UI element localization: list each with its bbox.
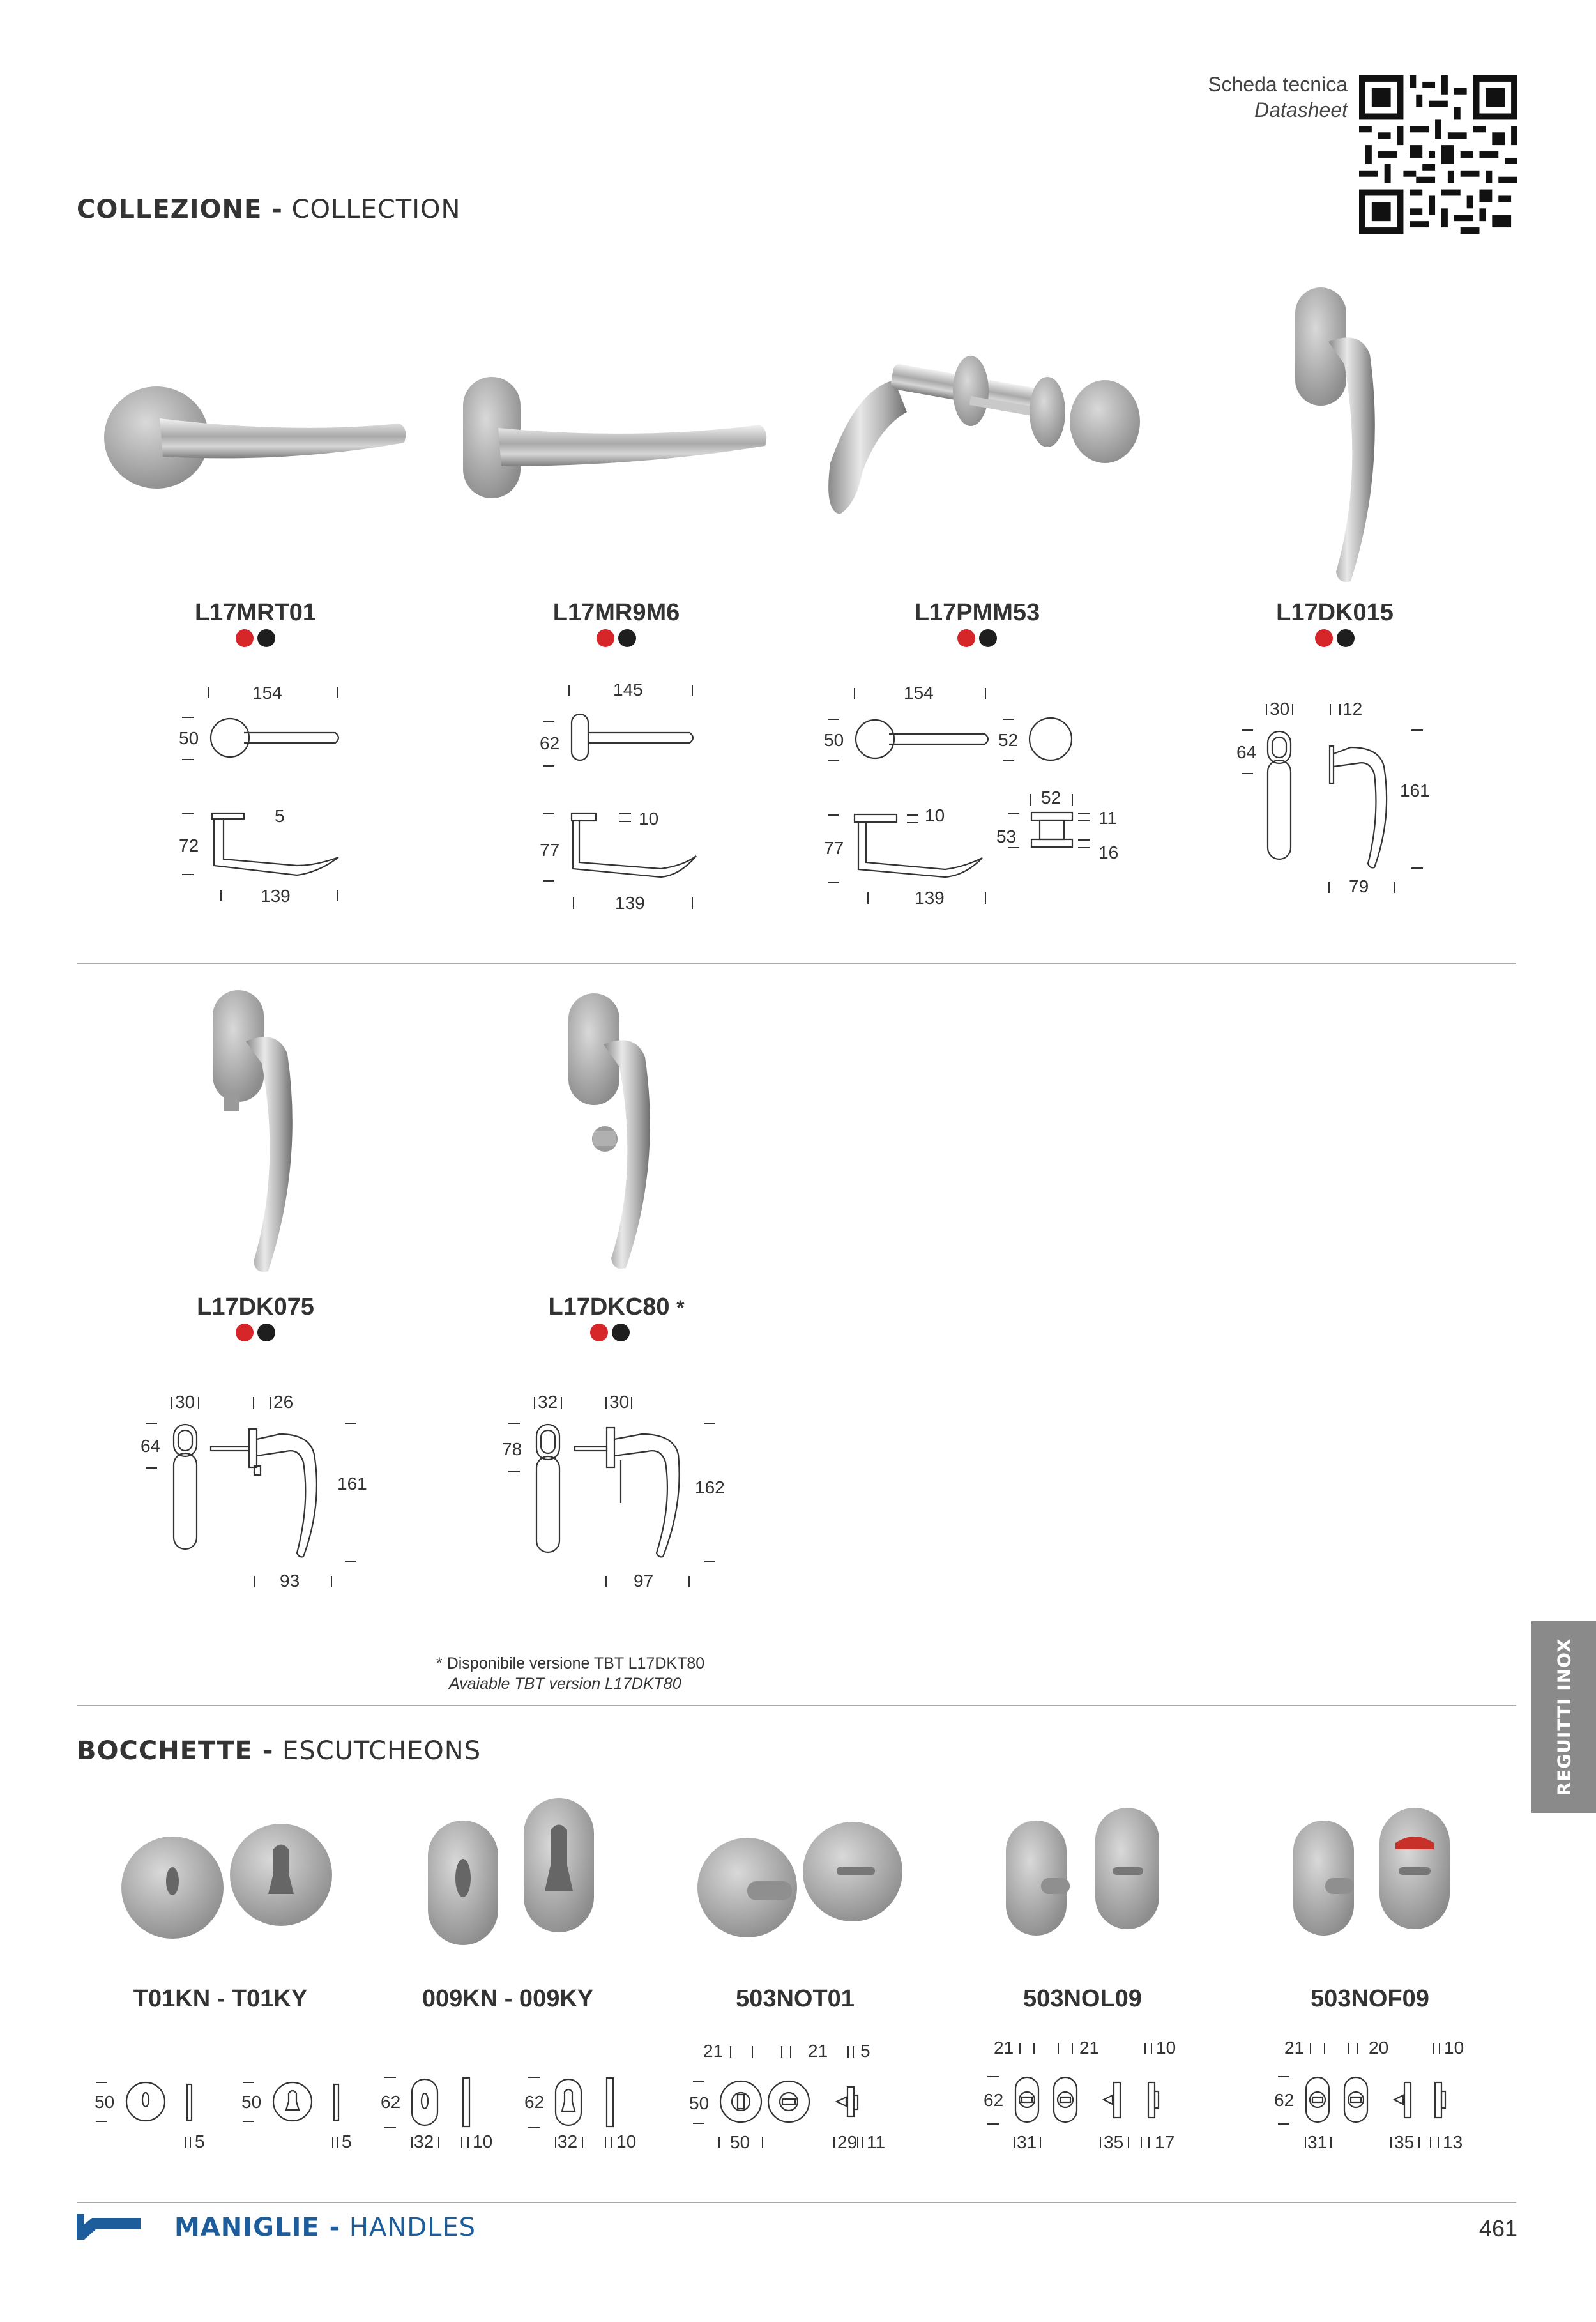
dim-thickness: 26 xyxy=(273,1392,294,1412)
dim-height: 62 xyxy=(1274,2090,1295,2110)
collection-heading xyxy=(77,195,460,224)
escutcheon-image-t01kn-t01ky[interactable] xyxy=(109,1811,338,1939)
color-options-l17mrt01 xyxy=(160,629,351,647)
dim-diameter-bottom: 50 xyxy=(730,2132,750,2152)
dim-width-top: 154 xyxy=(252,683,282,703)
dim-handle-length: 162 xyxy=(695,1478,725,1497)
footer-title-bold: MANIGLIE - xyxy=(174,2213,341,2242)
dim-diameter: 50 xyxy=(689,2093,710,2113)
section-divider xyxy=(77,963,1516,964)
tech-drawing-l17dk075 xyxy=(134,1389,377,1600)
dim-width-bottom: 139 xyxy=(261,886,291,906)
color-red-swatch xyxy=(1315,629,1333,647)
availability-note xyxy=(436,1653,704,1694)
tech-drawing-l17dk015 xyxy=(1233,696,1437,907)
dim-height: 62 xyxy=(381,2092,401,2112)
datasheet-label-en: Datasheet xyxy=(1254,98,1348,121)
dim-thickness: 11 xyxy=(867,2132,886,2152)
collection-heading-bold: COLLEZIONE - xyxy=(77,195,283,224)
dim-depth: 35 xyxy=(1104,2132,1124,2152)
color-options-l17mr9m6 xyxy=(521,629,712,647)
dim-width: 31 xyxy=(1307,2132,1328,2152)
tech-drawing-l17mr9m6 xyxy=(533,677,725,913)
color-black-swatch xyxy=(257,1324,275,1341)
product-code-l17dkc80 xyxy=(521,1294,712,1321)
dim-thickness: 5 xyxy=(275,806,285,826)
escutcheon-code-009kn-009ky: 009KN - 009KY xyxy=(422,1985,594,2012)
datasheet-label xyxy=(1124,72,1348,123)
dim-projection: 79 xyxy=(1349,876,1369,896)
brand-side-tab-label: REGUITTI INOX xyxy=(1553,1638,1574,1796)
tech-drawing-l17mrt01 xyxy=(172,680,364,910)
product-code-l17mrt01: L17MRT01 xyxy=(194,599,317,626)
escutcheon-image-009kn-009ky[interactable] xyxy=(418,1795,610,1948)
dim-depth: 35 xyxy=(1394,2132,1415,2152)
color-options-l17dk075 xyxy=(160,1324,351,1341)
dim-height-side: 77 xyxy=(540,840,560,860)
product-code-l17dk075: L17DK075 xyxy=(197,1294,314,1320)
color-black-swatch xyxy=(1337,629,1355,647)
product-code-l17pmm53: L17PMM53 xyxy=(914,599,1040,626)
drawing-lines xyxy=(134,1389,377,1600)
note-line-it: Disponibile versione TBT L17DKT80 xyxy=(446,1654,705,1672)
product-image-l17dk015[interactable] xyxy=(1284,284,1399,588)
dim-projection: 97 xyxy=(634,1571,654,1591)
dim-width-bottom: 139 xyxy=(615,893,645,913)
dim-thickness: 10 xyxy=(925,806,945,825)
dim-height-side: 77 xyxy=(824,838,844,858)
product-image-l17dk075[interactable] xyxy=(201,984,316,1278)
dim-pin: 5 xyxy=(860,2041,870,2061)
color-red-swatch xyxy=(957,629,975,647)
escutcheon-code-t01kn-t01ky: T01KN - T01KY xyxy=(133,1985,308,2012)
dim-top-left: 21 xyxy=(994,2038,1014,2058)
collection-heading-light: COLLECTION xyxy=(282,195,461,224)
color-black-swatch xyxy=(257,629,275,647)
drawing-lines xyxy=(172,680,364,910)
color-red-swatch xyxy=(236,1324,254,1341)
dim-rose-width: 30 xyxy=(175,1392,195,1412)
color-black-swatch xyxy=(979,629,997,647)
escutcheon-image-503not01[interactable] xyxy=(690,1814,907,1942)
page-number: 461 xyxy=(1478,2215,1517,2242)
color-options-l17pmm53 xyxy=(881,629,1073,647)
escutcheon-image-503nol09[interactable] xyxy=(1003,1805,1182,1942)
availability-note-en: Avaiable TBT version L17DKT80 xyxy=(449,1675,681,1693)
color-options-l17dk015 xyxy=(1239,629,1431,647)
footer-title-light: HANDLES xyxy=(340,2213,476,2242)
drawing-lines xyxy=(533,677,725,913)
color-red-swatch xyxy=(236,629,254,647)
dim-height: 62 xyxy=(524,2092,545,2112)
dim-diameter: 50 xyxy=(95,2092,115,2112)
tech-drawing-503nof09 xyxy=(1268,2038,1510,2162)
dim-pin: 10 xyxy=(1444,2038,1464,2058)
dim-thickness: 5 xyxy=(195,2132,205,2151)
dim-thickness: 12 xyxy=(1342,699,1363,719)
dim-height-side: 72 xyxy=(179,836,199,855)
drawing-lines xyxy=(89,2041,364,2162)
product-image-l17mrt01[interactable] xyxy=(99,367,412,501)
dim-handle-length: 161 xyxy=(1400,781,1430,800)
brand-side-tab[interactable] xyxy=(1531,1621,1596,1813)
dim-thickness: 30 xyxy=(609,1392,630,1412)
tech-drawing-009kn-009ky xyxy=(377,2041,658,2162)
qr-code-icon[interactable] xyxy=(1359,75,1517,234)
dim-top-right: 21 xyxy=(1079,2038,1100,2058)
escutcheon-code-503nol09: 503NOL09 xyxy=(1023,1985,1142,2012)
dim-top-right: 21 xyxy=(808,2041,828,2061)
footer-divider xyxy=(77,2202,1516,2203)
escutcheon-image-503nof09[interactable] xyxy=(1290,1805,1469,1942)
product-image-l17mr9m6[interactable] xyxy=(460,370,773,505)
availability-note-it xyxy=(436,1653,704,1674)
tech-drawing-l17dkc80 xyxy=(492,1389,734,1600)
brand-logo-icon xyxy=(77,2214,141,2240)
dim-rose-diameter: 50 xyxy=(179,728,199,748)
tech-drawing-l17pmm53 xyxy=(817,680,1124,910)
product-image-l17pmm53[interactable] xyxy=(817,351,1150,524)
dim-knob-depth: 16 xyxy=(1098,843,1119,862)
dim-knob-height: 53 xyxy=(996,827,1017,846)
dim-thickness: 10 xyxy=(616,2132,637,2151)
dim-depth: 29 xyxy=(837,2132,858,2152)
dim-width-top: 154 xyxy=(904,683,934,703)
dim-rose-width: 32 xyxy=(538,1392,558,1412)
escutcheons-heading xyxy=(77,1736,481,1766)
dim-rose-height: 78 xyxy=(502,1439,522,1459)
product-image-l17dkc80[interactable] xyxy=(559,987,674,1281)
escutcheons-heading-light: ESCUTCHEONS xyxy=(273,1736,482,1766)
color-black-swatch xyxy=(618,629,636,647)
escutcheon-code-503nof09: 503NOF09 xyxy=(1311,1985,1429,2012)
dim-knob-width: 52 xyxy=(1041,788,1061,807)
dim-width-top: 145 xyxy=(613,680,643,699)
tech-drawing-t01kn-t01ky xyxy=(89,2041,364,2162)
dim-thickness: 17 xyxy=(1155,2132,1175,2152)
dim-rose-width: 30 xyxy=(1270,699,1290,719)
color-red-swatch xyxy=(597,629,614,647)
dim-top-left: 21 xyxy=(703,2041,724,2061)
dim-thickness: 5 xyxy=(342,2132,352,2151)
drawing-lines xyxy=(1233,696,1437,907)
color-options-l17dkc80 xyxy=(514,1324,706,1341)
drawing-lines xyxy=(817,680,1124,910)
dim-top-left: 21 xyxy=(1284,2038,1305,2058)
dim-projection: 93 xyxy=(280,1571,300,1591)
color-black-swatch xyxy=(612,1324,630,1341)
availability-star: * xyxy=(676,1296,685,1319)
dim-rose-height: 64 xyxy=(1236,742,1257,762)
dim-width: 32 xyxy=(414,2132,434,2151)
dim-width: 31 xyxy=(1017,2132,1037,2152)
dim-width-bottom: 139 xyxy=(915,888,945,908)
datasheet-label-it: Scheda tecnica xyxy=(1208,73,1348,96)
dim-thickness: 10 xyxy=(639,809,659,829)
dim-rose-diameter: 50 xyxy=(824,730,844,750)
color-red-swatch xyxy=(590,1324,608,1341)
section-divider xyxy=(77,1705,1516,1706)
tech-drawing-503not01 xyxy=(680,2041,923,2162)
dim-handle-length: 161 xyxy=(337,1474,367,1493)
product-code-text: L17DKC80 xyxy=(548,1294,670,1320)
dim-width: 32 xyxy=(558,2132,578,2151)
product-code-l17mr9m6: L17MR9M6 xyxy=(552,599,680,626)
product-code-l17dk015: L17DK015 xyxy=(1276,599,1394,626)
dim-knob-rose: 11 xyxy=(1098,808,1118,828)
dim-thickness: 10 xyxy=(473,2132,493,2151)
escutcheons-heading-bold: BOCCHETTE - xyxy=(77,1736,274,1766)
dim-rose-height: 64 xyxy=(141,1436,161,1456)
footer-section-title xyxy=(174,2213,476,2242)
dim-pin: 10 xyxy=(1156,2038,1176,2058)
dim-thickness: 13 xyxy=(1443,2132,1463,2152)
dim-rose-height: 62 xyxy=(540,733,560,753)
dim-knob-diameter: 52 xyxy=(998,730,1019,750)
dim-height: 62 xyxy=(984,2090,1004,2110)
dim-top-right: 20 xyxy=(1369,2038,1389,2058)
note-star: * xyxy=(436,1654,443,1672)
tech-drawing-503nol09 xyxy=(977,2038,1220,2162)
dim-diameter: 50 xyxy=(241,2092,262,2112)
escutcheon-code-503not01: 503NOT01 xyxy=(736,1985,855,2012)
